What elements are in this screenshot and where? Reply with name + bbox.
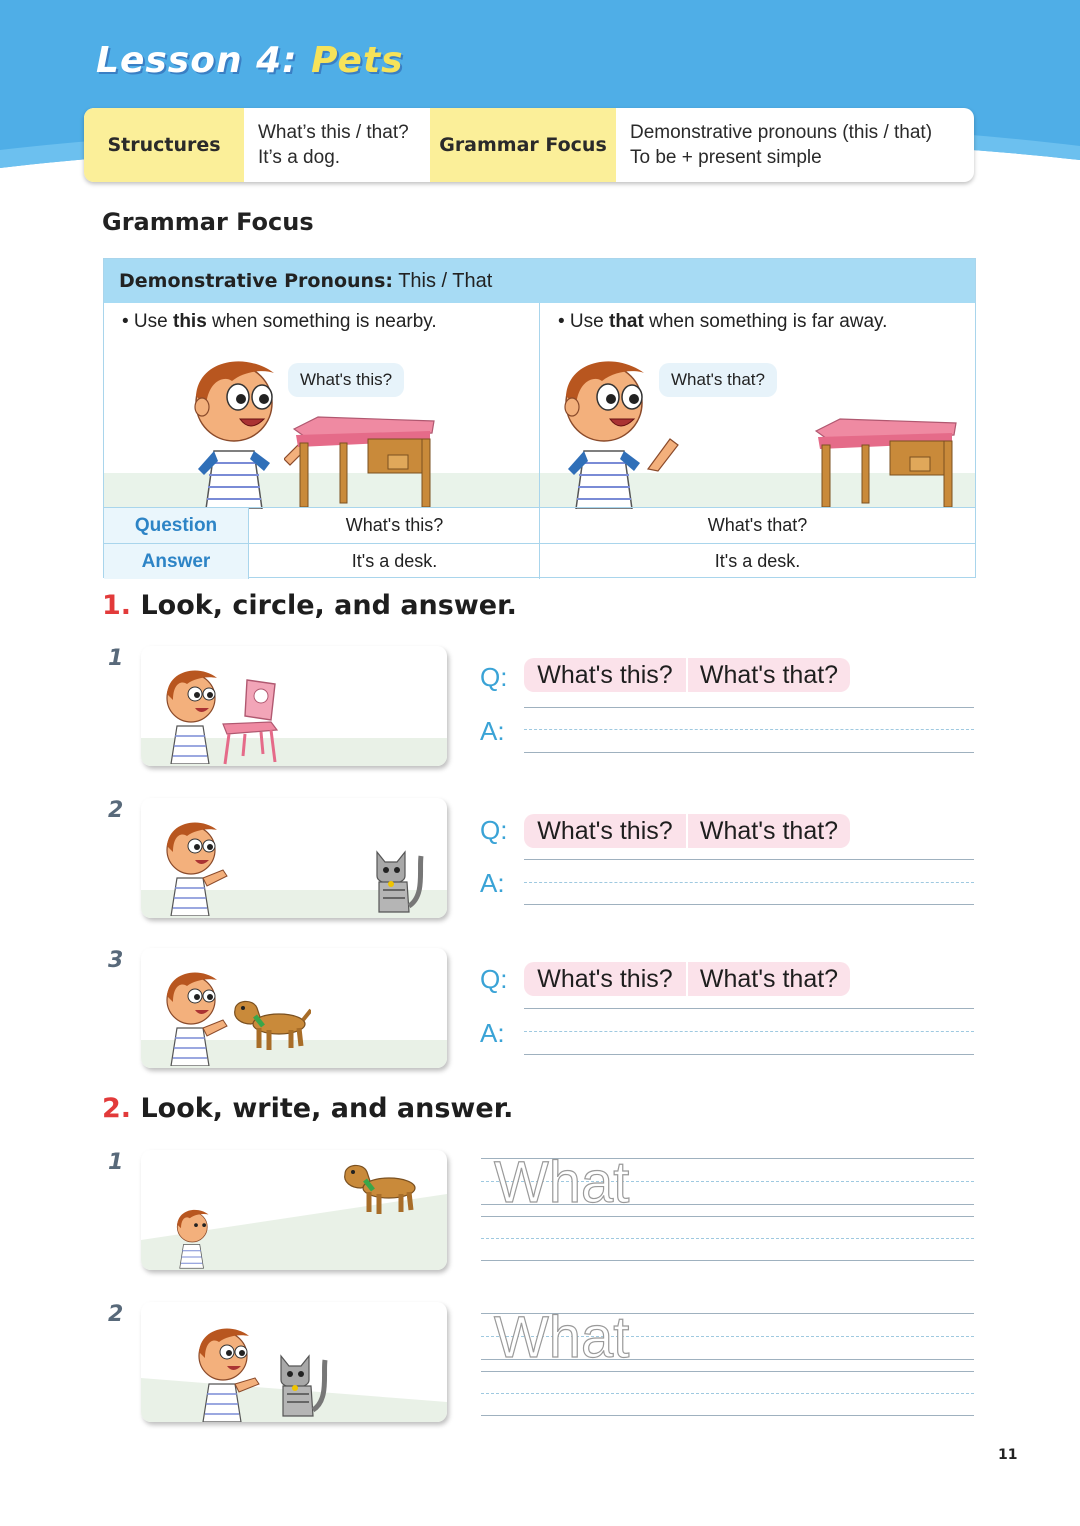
structures-box bbox=[84, 108, 974, 182]
ex1-item-1-answer-input[interactable] bbox=[524, 729, 974, 730]
page-number: 11 bbox=[998, 1447, 1018, 1463]
lesson-topic: Pets bbox=[311, 40, 404, 81]
ex1-item-2-picture bbox=[141, 798, 447, 918]
question-this: What's this? bbox=[345, 515, 444, 535]
grammar-line-2: To be + present simple bbox=[630, 147, 822, 168]
ex2-item-1-trace-word: What bbox=[494, 1150, 630, 1215]
ex2-item-2-answer-input[interactable] bbox=[481, 1393, 974, 1394]
structures-line-2: It’s a dog. bbox=[258, 147, 341, 168]
cat-near-icon bbox=[273, 1350, 333, 1418]
ex1-item-3-choices bbox=[524, 962, 850, 996]
ex2-item-2-guide-base-2 bbox=[481, 1415, 974, 1416]
exercise-2-title: 2. Look, write, and answer. bbox=[102, 1093, 514, 1124]
boy-illustration-right bbox=[554, 351, 654, 509]
ex1-item-1-q-label: Q: bbox=[480, 662, 508, 692]
ex1-item-3-q-label: Q: bbox=[480, 964, 508, 994]
ex2-item-1-answer-input[interactable] bbox=[481, 1238, 974, 1239]
ex2-item-2-picture bbox=[141, 1302, 447, 1422]
ex2-item-2-number: 2 bbox=[108, 1302, 124, 1327]
answer-that: It's a desk. bbox=[714, 551, 801, 571]
note-that: • Use that when something is far away. bbox=[558, 311, 888, 332]
structures-line-1: What’s this / that? bbox=[258, 122, 409, 143]
dog-icon bbox=[229, 998, 311, 1052]
ex2-item-1-guide-base-2 bbox=[481, 1260, 974, 1261]
choice-whats-this[interactable]: What's this? bbox=[537, 816, 673, 845]
structures-value bbox=[244, 108, 430, 182]
ex1-item-1-line-bottom bbox=[524, 752, 974, 753]
ex1-item-1-a-label: A: bbox=[480, 716, 505, 746]
answer-label: Answer bbox=[104, 544, 249, 579]
ex1-item-3-line-top bbox=[524, 1008, 974, 1009]
waving-hand-icon bbox=[644, 433, 684, 473]
answer-row bbox=[104, 543, 975, 579]
choice-whats-this[interactable]: What's this? bbox=[537, 660, 673, 689]
cat-icon bbox=[369, 846, 429, 914]
boy-small-icon bbox=[171, 1204, 221, 1270]
question-row bbox=[104, 507, 975, 543]
note-this: • Use this when something is nearby. bbox=[122, 311, 437, 332]
bubble-whats-that: What's that? bbox=[659, 363, 777, 397]
grammar-focus-heading: Grammar Focus bbox=[102, 208, 314, 236]
desk-far-icon bbox=[810, 415, 960, 509]
ex1-item-2-number: 2 bbox=[108, 798, 124, 823]
dog-far-icon bbox=[339, 1162, 421, 1216]
boy-icon bbox=[157, 966, 237, 1066]
ex1-item-3-line-bottom bbox=[524, 1054, 974, 1055]
grammar-line-1: Demonstrative pronouns (this / that) bbox=[630, 122, 933, 143]
ex2-item-1-guide-top-2 bbox=[481, 1216, 974, 1217]
ex1-item-1-picture bbox=[141, 646, 447, 766]
bubble-whats-this: What's this? bbox=[288, 363, 404, 397]
choice-whats-that[interactable]: What's that? bbox=[699, 816, 839, 845]
ex1-item-2-choices bbox=[524, 814, 850, 848]
ex1-item-1-number: 1 bbox=[108, 646, 124, 671]
grammar-focus-label: Grammar Focus bbox=[430, 108, 616, 182]
ex1-item-1-choices bbox=[524, 658, 850, 692]
ex1-item-2-line-bottom bbox=[524, 904, 974, 905]
chair-icon bbox=[219, 676, 283, 766]
choice-whats-that[interactable]: What's that? bbox=[699, 660, 839, 689]
ex2-item-2-guide-top-2 bbox=[481, 1371, 974, 1372]
grammar-table bbox=[103, 258, 976, 578]
boy-icon bbox=[157, 816, 237, 916]
question-that: What's that? bbox=[707, 515, 808, 535]
ex1-item-1-line-top bbox=[524, 707, 974, 708]
ex1-item-3-answer-input[interactable] bbox=[524, 1031, 974, 1032]
ex1-item-3-picture bbox=[141, 948, 447, 1068]
ex2-item-2-guide-base bbox=[481, 1359, 974, 1360]
ex2-item-1-number: 1 bbox=[108, 1150, 124, 1175]
boy-illustration bbox=[184, 351, 284, 509]
choice-whats-this[interactable]: What's this? bbox=[537, 964, 673, 993]
exercise-1-title: 1. Look, circle, and answer. bbox=[102, 590, 517, 621]
ex1-item-3-number: 3 bbox=[108, 948, 124, 973]
ex1-item-2-answer-input[interactable] bbox=[524, 882, 974, 883]
structures-label: Structures bbox=[84, 108, 244, 182]
ex1-item-2-a-label: A: bbox=[480, 868, 505, 898]
answer-this: It's a desk. bbox=[351, 551, 438, 571]
grammar-table-title: Demonstrative Pronouns: This / That bbox=[104, 259, 975, 303]
ex2-item-1-guide-base bbox=[481, 1204, 974, 1205]
ex1-item-2-q-label: Q: bbox=[480, 815, 508, 845]
boy-icon bbox=[157, 664, 227, 764]
lesson-title: Lesson 4: Pets bbox=[96, 40, 404, 81]
boy-icon bbox=[189, 1322, 269, 1422]
ex2-item-1-picture bbox=[141, 1150, 447, 1270]
question-label: Question bbox=[104, 508, 249, 543]
desk-near-icon bbox=[288, 413, 438, 509]
ex2-item-2-trace-word: What bbox=[494, 1305, 630, 1370]
choice-whats-that[interactable]: What's that? bbox=[699, 964, 839, 993]
grammar-focus-value bbox=[616, 108, 974, 182]
ex1-item-3-a-label: A: bbox=[480, 1018, 505, 1048]
ex1-item-2-line-top bbox=[524, 859, 974, 860]
